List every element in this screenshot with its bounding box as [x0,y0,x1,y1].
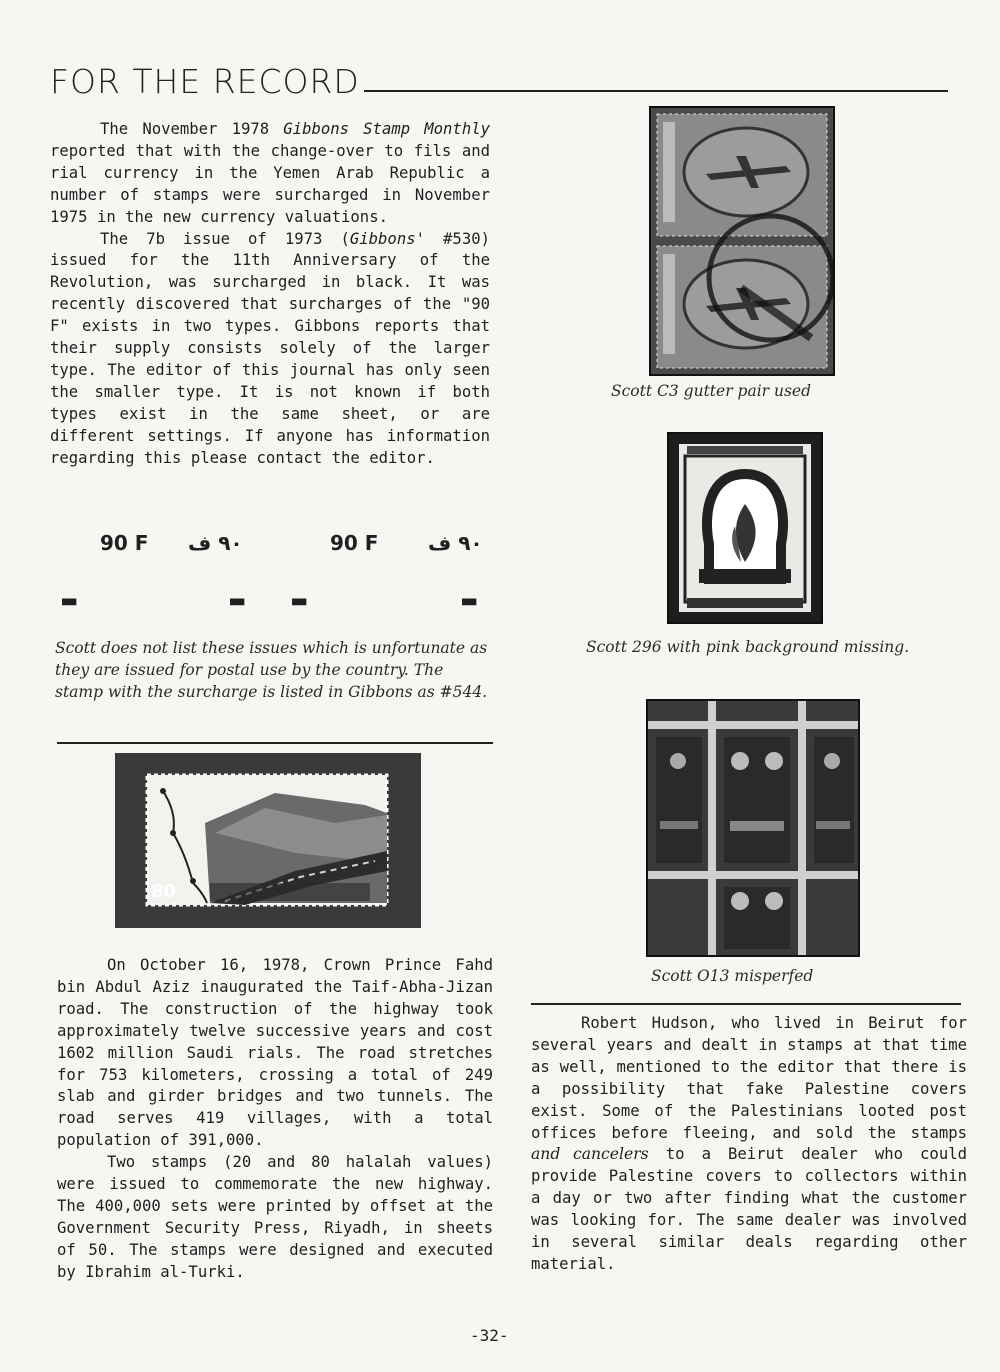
surcharge-note: Scott does not list these issues which is unfortunate as they are issued for postal use by the country. The stamp with the surcharge is listed in Gibbons as #544. [55,639,488,701]
article-highway [57,955,493,1284]
highway-stamp-image [115,753,421,928]
surcharge-type-a-latin: 90 F [100,531,149,555]
caption-296: Scott 296 with pink background missing. [586,638,910,656]
article-highway-paragraph-2: Two stamps (20 and 80 halalah values) were issued to commemorate the new highway. The 400,000 sets were printed by offset at the Government Security Press, Riyadh, in sheets of 50. The stamps were designed and executed by Ibrahim al-Turki. [57,1153,493,1281]
flame-stamp-image [667,432,823,624]
text-run: Robert Hudson, who lived in Beirut for several years and dealt in stamps at that time as well, mentioned to the editor that there is a possibility that fake Palestine covers exist. Some of the Palestinians looted post offices before fleeing, and sold the stamps [531,1014,967,1142]
section-divider [57,742,493,744]
stamp-value-left: 80 [151,881,177,902]
surcharge-type-b-arabic: ٩٠ ف [428,531,483,555]
publication-title: Gibbons Stamp Monthly [283,120,490,138]
surcharge-bar-mark: ▬ [292,586,305,614]
surcharge-type-b-latin: 90 F [330,531,379,555]
page-number: -32- [470,1326,509,1345]
surcharge-bar-mark: ▬ [62,586,75,614]
surcharge-bar-mark: ▬ [462,586,475,614]
text-run: to a Beirut dealer who could provide Palestine covers to collectors within a day or two after finding what the customer was looking for. The same dealer was involved in several similar deals regarding other material. [531,1145,967,1273]
caption-c3: Scott C3 gutter pair used [611,382,812,400]
section-divider [531,1003,961,1005]
misperfed-block-image [646,699,860,957]
article-yemen-paragraph-2 [50,229,490,470]
publication-title: Gibbons' [349,229,425,248]
article-highway-paragraph-1: On October 16, 1978, Crown Prince Fahd bin Abdul Aziz inaugurated the Taif-Abha-Jizan road. The construction of the highway took approximately twelve successive years and cost 1602 million Saudi rials. The road stretches for 753 kilometers, crossing a total of 249 slab and girder bridges and two tunnels. The road serves 419 villages, with a total population of 391,000. [57,956,493,1150]
text-run: reported that with the change-over to fils and rial currency in the Yemen Arab Republic a number of stamps were surcharged in November 1975 in the new currency valuations. [50,141,490,226]
article-yemen [50,119,490,470]
article-palestine [531,1013,967,1276]
text-run: The November 1978 [100,120,284,138]
article-palestine-paragraph [531,1013,967,1276]
emphasis: and cancelers [531,1145,649,1164]
surcharge-bar-mark: ▬ [230,586,243,614]
surcharge-type-a-arabic: ٩٠ ف [188,531,243,555]
airmail-stamp-image [649,106,835,376]
caption-o13: Scott O13 misperfed [651,967,814,985]
page-title: FOR THE RECORD [50,62,360,101]
article-yemen-paragraph-1 [50,119,490,229]
text-run: #530) issued for the 11th Anniversary of the Revolution, was surcharged in black. It was recently discovered that surcharges of the "90 F" exists in two types. Gibbons reports that their supply consists solely of the larger type. The editor of this journal has only seen the smaller type. It is not known if both types exist in the same sheet, or are different settings. If anyone has information regarding this please contact the editor. [50,229,490,467]
text-run: The 7b issue of 1973 ( [100,229,350,248]
title-rule [364,90,948,92]
